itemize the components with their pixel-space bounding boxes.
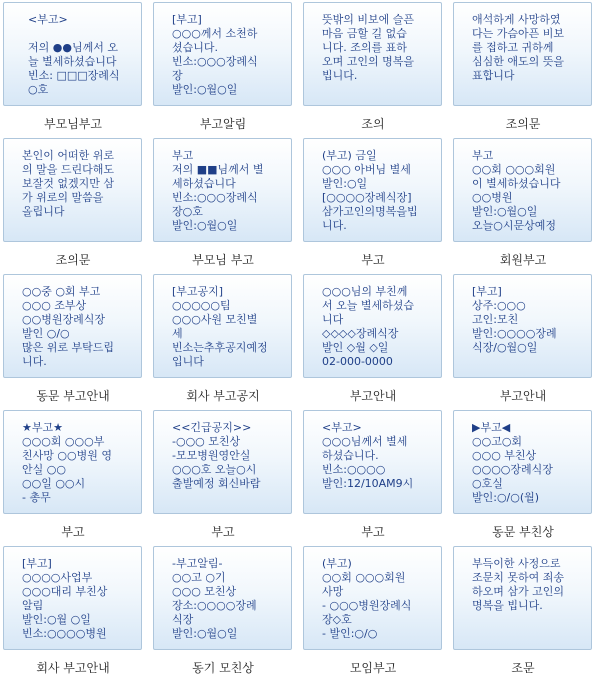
template-cell [300,272,446,407]
template-caption[interactable]: 회사 부고안내 [36,661,110,675]
template-cell [150,272,296,407]
template-message: 부고 ○○회 ○○○회원 이 별세하셨습니다 ○○병원 발인:○월○일 오늘○시문상예정 [472,149,561,232]
template-message: [부고] 상주:○○○ 고인:모친 발인:○○○○장례 식장/○월○일 [472,285,557,354]
template-cell [150,136,296,271]
template-message: 부득이한 사정으로 조문치 못하여 죄송 하오며 삼가 고인의 명복을 빕니다. [472,557,565,612]
template-cell [450,272,596,407]
template-card[interactable] [453,274,592,378]
template-message: [부고] ○○○께서 소천하 셨습니다. 빈소:○○○장례식 장 발인:○월○일 [172,13,258,96]
template-cell [150,0,296,135]
template-message: (부고) 금일 ○○○ 아버님 별세 발인:○일 [○○○○장례식장] 삼가고인의명복을빕 니다. [322,149,418,232]
template-caption[interactable]: 동기 모친상 [192,661,254,675]
template-message: 부고 저의 ■■님께서 별 세하셨습니다 빈소:○○○장례식 장○호 발인:○월○일 [172,149,264,232]
template-caption[interactable]: 부고안내 [349,389,397,403]
template-card[interactable] [453,410,592,514]
template-caption[interactable]: 부고 [361,525,385,539]
template-cell [0,272,146,407]
template-card[interactable] [303,546,442,650]
template-cell [0,408,146,543]
template-cell [150,544,296,679]
template-card[interactable] [153,138,292,242]
template-message: 본인이 어떠한 위로 의 말을 드린다해도 보잘것 없겠지만 삼 가 위로의 말씀을 올립니다 [22,149,115,218]
template-cell [150,408,296,543]
template-caption[interactable]: 회사 부고공지 [186,389,260,403]
template-caption[interactable]: 부모님부고 [44,117,102,131]
template-card[interactable] [3,274,142,378]
template-cell [300,136,446,271]
template-caption[interactable]: 부고 [361,253,385,267]
template-message: [부고공지] ○○○○○팀 ○○○사원 모친별 세 빈소는추후공지예정 입니다 [172,285,268,368]
template-card[interactable] [3,410,142,514]
template-cell [450,408,596,543]
template-caption[interactable]: 회원부고 [499,253,547,267]
template-card[interactable] [303,2,442,106]
template-cell [450,544,596,679]
template-message: <부고> ○○○님께서 별세 하셨습니다. 빈소:○○○○ 발인:12/10AM9시 [322,421,414,490]
template-caption[interactable]: 부고 [61,525,85,539]
template-message: ▶부고◀ ○○고○회 ○○○ 부친상 ○○○○장례식장 ○호실 발인:○/○(월) [472,421,553,504]
template-caption[interactable]: 부고안내 [499,389,547,403]
template-cell [0,136,146,271]
template-caption[interactable]: 조의 [361,117,385,131]
template-caption[interactable]: 부고알림 [199,117,247,131]
template-card[interactable] [453,546,592,650]
template-card[interactable] [3,546,142,650]
template-message: [부고] ○○○○사업부 ○○○대리 부친상 알림 발인:○월 ○일 빈소:○○○○병원 [22,557,108,640]
template-cell [0,544,146,679]
template-cell [0,0,146,135]
template-message: (부고) ○○회 ○○○회원 사망 - ○○○병원장례식 장◇호 - 발인:○/○ [322,557,412,640]
template-message: -부고알림- ○○고 ○기 ○○○ 모친상 장소:○○○○장례 식장 발인:○월○일 [172,557,257,640]
template-card[interactable] [153,274,292,378]
template-caption[interactable]: 부고 [211,525,235,539]
template-message: ○○중 ○회 부고 ○○○ 조부상 ○○병원장례식장 발인 ○/○ 많은 위로 부탁드립 니다. [22,285,115,368]
template-cell [450,136,596,271]
template-cell [300,0,446,135]
template-caption[interactable]: 동문 부고안내 [36,389,110,403]
template-card[interactable] [3,2,142,106]
template-card[interactable] [153,2,292,106]
template-card[interactable] [3,138,142,242]
template-message: 애석하게 사망하였 다는 가슴아픈 비보 를 접하고 귀하께 심심한 애도의 뜻을 표합니다 [472,13,565,82]
template-card[interactable] [303,138,442,242]
template-caption[interactable]: 동문 부친상 [492,525,554,539]
template-card[interactable] [453,138,592,242]
template-card[interactable] [303,410,442,514]
template-message: <부고> 저의 ●●님께서 오 늘 별세하셨습니다 빈소: □□□장례식 ○호 [28,13,120,96]
template-caption[interactable]: 조의문 [55,253,91,267]
template-cell [300,544,446,679]
template-caption[interactable]: 모임부고 [349,661,397,675]
template-card[interactable] [153,546,292,650]
template-message: ★부고★ ○○○회 ○○○부 친사망 ○○병원 영 안실 ○○ ○○일 ○○시 - 총무 [22,421,112,504]
template-card[interactable] [303,274,442,378]
template-message: 뜻밖의 비보에 슬픈 마음 금할 길 없습 니다. 조의를 표하 오며 고인의 명복을 빕니다. [322,13,415,82]
template-cell [300,408,446,543]
template-message: <<긴급공지>> -○○○ 모친상 -모모병원영안실 ○○○호 오늘○시 출발예정 회신바람 [172,421,261,490]
template-card[interactable] [153,410,292,514]
template-cell [450,0,596,135]
template-caption[interactable]: 조의문 [505,117,541,131]
template-caption[interactable]: 조문 [511,661,535,675]
template-caption[interactable]: 부모님 부고 [192,253,254,267]
template-card[interactable] [453,2,592,106]
template-message: ○○○님의 부친께 서 오늘 별세하셨습 니다 ◇◇◇◇장례식장 발인 ◇월 ◇일 02-000-0000 [322,285,415,368]
